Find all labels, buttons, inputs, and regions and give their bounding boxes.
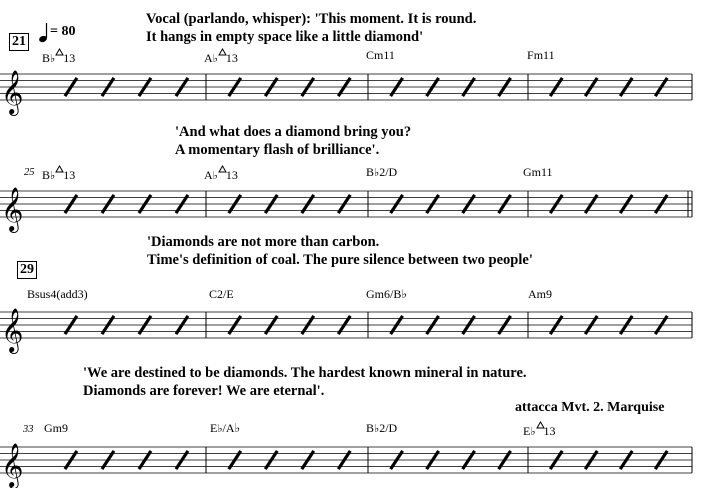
chord-root: F: [527, 48, 534, 62]
chord-root: B: [366, 421, 375, 435]
chord-root: E: [210, 421, 218, 435]
chord-root: C: [209, 287, 218, 301]
chord-accidental: ♭: [212, 170, 218, 182]
chord-extension: m9: [52, 421, 69, 435]
measure-number: 33: [23, 424, 34, 435]
chord-root: B: [27, 287, 36, 301]
chord-extension: 13: [63, 51, 76, 65]
chord-extension: 13: [543, 424, 556, 438]
treble-clef-icon: 𝄞: [1, 308, 24, 352]
lyric-line: 'We are destined to be diamonds. The hardest known mineral in nature.: [83, 365, 527, 381]
rehearsal-mark: 29: [17, 261, 37, 279]
chord-accidental: ♭: [212, 53, 218, 65]
chord-accidental: ♭: [50, 170, 56, 182]
chord-root: A: [204, 168, 213, 182]
tempo-bpm: = 80: [50, 24, 76, 39]
chord-extension: m11: [533, 48, 555, 62]
chord-accidental: ♭: [50, 53, 56, 65]
staff: [0, 54, 711, 114]
chord-root: G: [44, 421, 53, 435]
lyric-line: 'Diamonds are not more than carbon.: [147, 234, 380, 250]
treble-clef-icon: 𝄞: [1, 70, 24, 114]
chord-root: C: [366, 48, 375, 62]
chord-root: B: [42, 51, 51, 65]
chord-extension: 2/E: [217, 287, 234, 301]
chord-extension: 13: [225, 168, 238, 182]
chord-extension: sus4(add3): [35, 287, 88, 301]
chord-root: E: [523, 424, 531, 438]
chord-extension: m9: [536, 287, 553, 301]
staff: [0, 292, 711, 352]
treble-clef-icon: 𝄞: [1, 443, 24, 487]
staff: [0, 171, 711, 231]
chord-extension: m11: [531, 165, 553, 179]
chord-extension: /A♭: [222, 421, 241, 435]
chord-accidental: ♭: [217, 423, 223, 435]
chord-extension: m6/B♭: [374, 287, 408, 301]
chord-root: A: [528, 287, 537, 301]
measure-number: 25: [24, 167, 35, 178]
lyric-line: 'And what does a diamond bring you?: [175, 124, 412, 140]
chord-accidental: ♭: [374, 423, 380, 435]
chord-root: B: [42, 168, 51, 182]
lyric-line: Diamonds are forever! We are eternal'.: [83, 383, 325, 399]
chord-root: A: [204, 51, 213, 65]
chord-accidental: ♭: [374, 167, 380, 179]
lyric-line: It hangs in empty space like a little diamond': [146, 29, 424, 45]
lyric-line: Vocal (parlando, whisper): 'This moment. It is round.: [146, 11, 477, 27]
lyric-line: A momentary flash of brilliance'.: [175, 142, 380, 158]
chord-root: B: [366, 165, 375, 179]
chord-root: G: [523, 165, 532, 179]
chord-extension: 2/D: [379, 421, 398, 435]
staff: [0, 427, 711, 487]
lyric-line: Time's definition of coal. The pure silence between two people': [147, 252, 533, 268]
attacca-marking: attacca Mvt. 2. Marquise: [515, 400, 665, 415]
treble-clef-icon: 𝄞: [1, 187, 24, 231]
chord-accidental: ♭: [530, 426, 536, 438]
chord-extension: 2/D: [379, 165, 398, 179]
chord-extension: m11: [374, 48, 395, 62]
chord-root: G: [366, 287, 375, 301]
chord-extension: 13: [63, 168, 76, 182]
chord-extension: 13: [225, 51, 238, 65]
rehearsal-mark: 21: [9, 33, 29, 51]
